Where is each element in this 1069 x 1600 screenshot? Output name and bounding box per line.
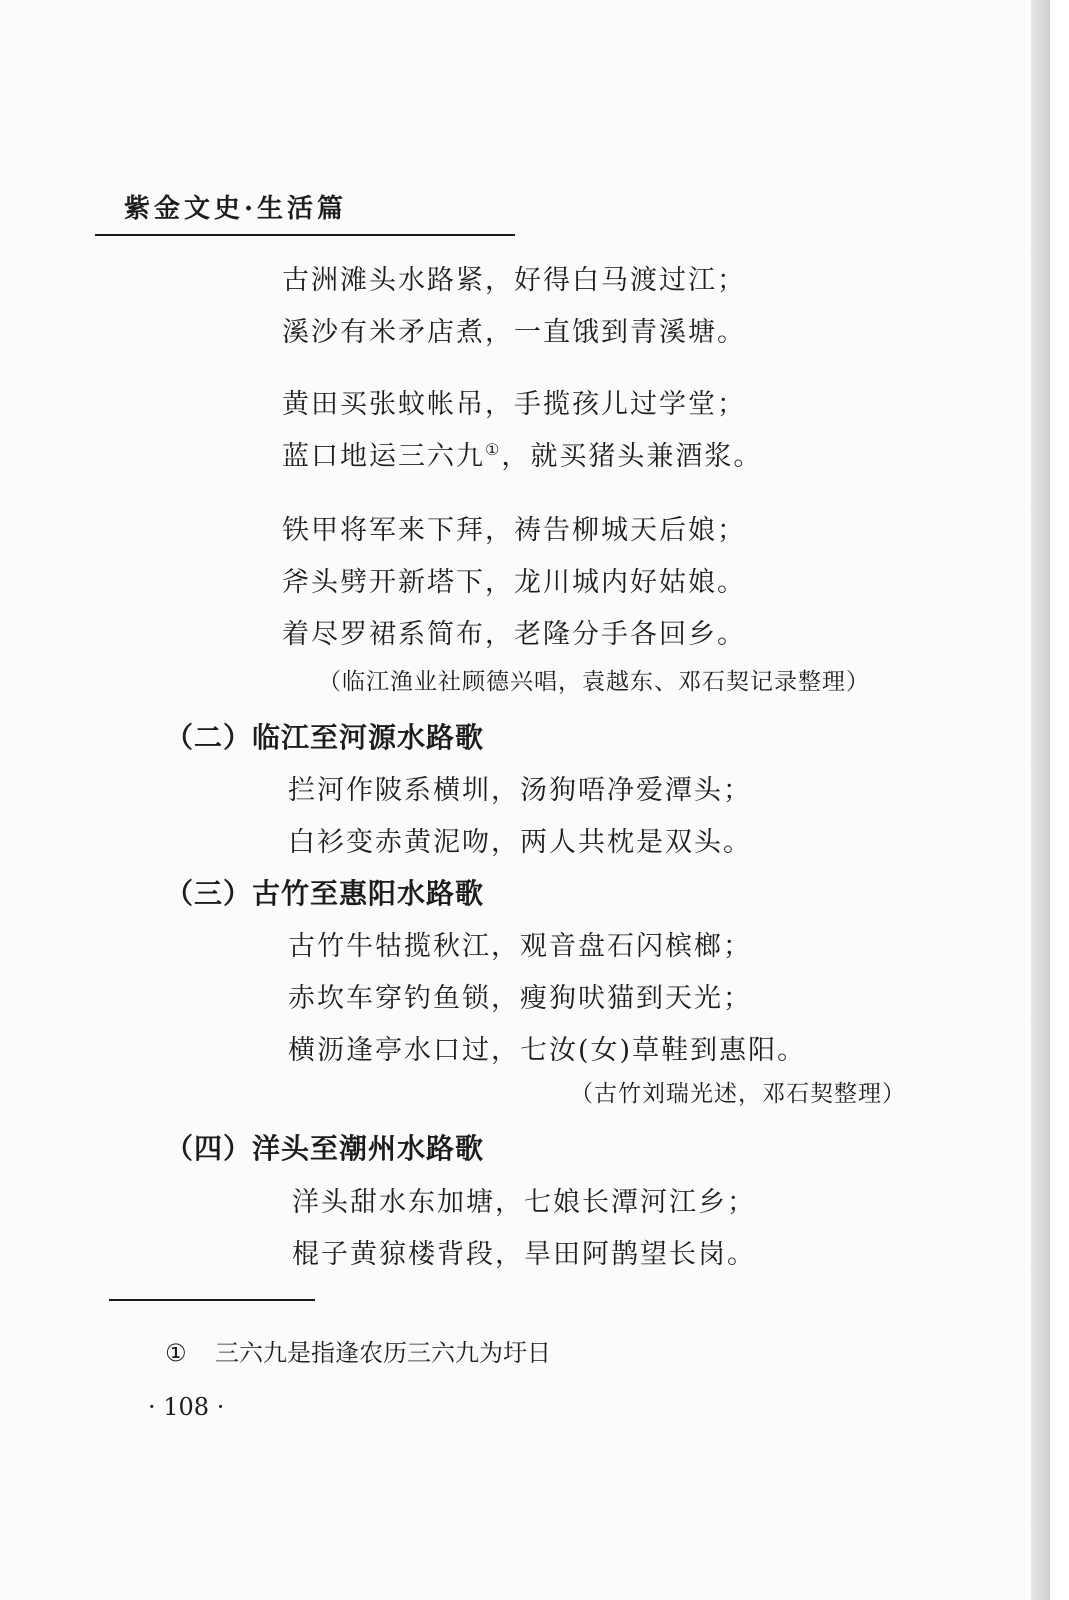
footnote-marker: ① (165, 1339, 187, 1367)
running-header: 紫金文史·生活篇 (124, 194, 348, 224)
verse-text: ，就买猪头兼酒浆。 (501, 441, 763, 472)
verse-line: 古竹牛牯揽秋江，观音盘石闪槟榔； (288, 931, 752, 962)
section-heading: （四）洋头至潮州水路歌 (165, 1132, 485, 1165)
verse-line: 古洲滩头水路紧，好得白马渡过江； (282, 265, 746, 296)
section-heading: （二）临江至河源水路歌 (165, 721, 485, 754)
credit-note: （临江渔业社顾德兴唱，袁越东、邓石契记录整理） (318, 669, 870, 695)
verse-line: 棍子黄猄楼背段，旱田阿鹊望长岗。 (292, 1239, 756, 1270)
header-rule (95, 234, 515, 236)
credit-note: （古竹刘瑞光述，邓石契整理） (570, 1081, 906, 1107)
footnote (165, 1333, 551, 1368)
verse-line: 溪沙有米矛店煮，一直饿到青溪塘。 (282, 317, 746, 348)
verse-line: 斧头劈开新塔下，龙川城内好姑娘。 (282, 567, 746, 598)
verse-line: 洋头甜水东加塘，七娘长潭河江乡； (292, 1187, 756, 1218)
verse-line: 白衫变赤黄泥吻，两人共枕是双头。 (288, 827, 752, 858)
verse-text: 蓝口地运三六九 (282, 441, 485, 472)
footnote-rule (109, 1299, 315, 1301)
footnote-reference: ① (485, 440, 502, 459)
verse-line: 赤坎车穿钓鱼锁，瘦狗吠猫到天光； (288, 983, 752, 1014)
verse-line: 黄田买张蚊帐吊，手揽孩儿过学堂； (282, 389, 746, 420)
verse-line: 铁甲将军来下拜，祷告柳城天后娘； (282, 515, 746, 546)
verse-line: 拦河作陂系横圳，汤狗唔净爱潭头； (288, 775, 752, 806)
footnote-text: 三六九是指逢农历三六九为圩日 (215, 1339, 551, 1367)
verse-line: 着尽罗裙系简布，老隆分手各回乡。 (282, 619, 746, 650)
section-heading: （三）古竹至惠阳水路歌 (165, 877, 485, 910)
page-edge (1031, 0, 1050, 1600)
verse-line: 横沥逢亭水口过，七汝(女)草鞋到惠阳。 (288, 1035, 807, 1066)
verse-line (282, 434, 762, 473)
page-number: · 108 · (148, 1393, 225, 1421)
